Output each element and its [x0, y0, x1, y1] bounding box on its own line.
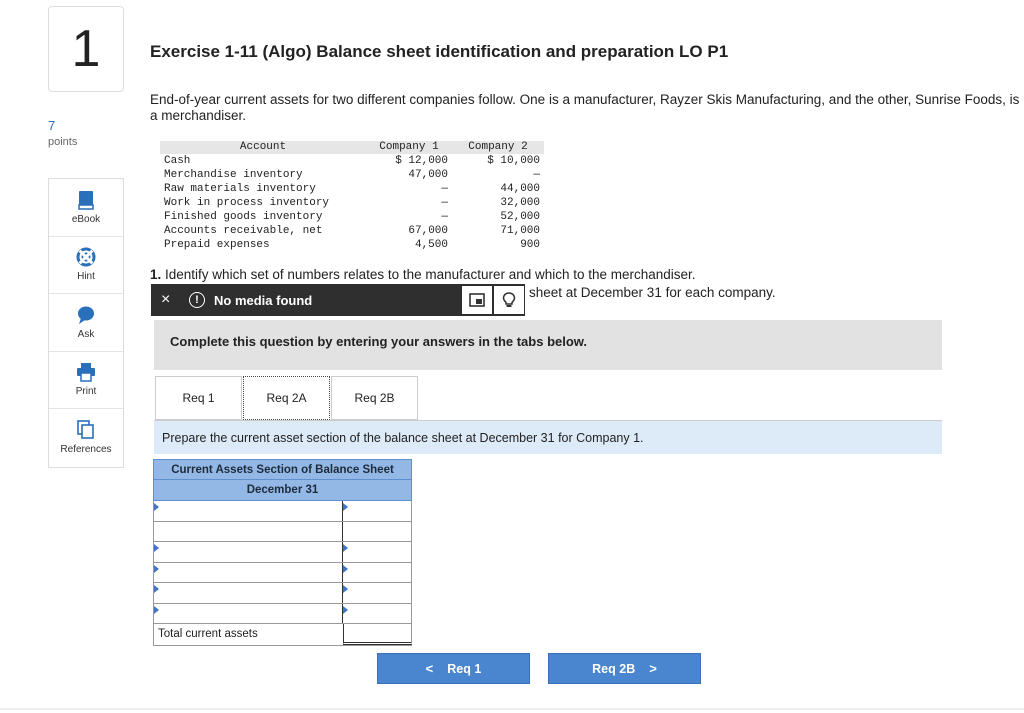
previous-button-label: Req 1: [447, 661, 482, 676]
account-input[interactable]: [154, 604, 342, 624]
references-icon: [76, 420, 96, 440]
account-name: Work in process inventory: [164, 197, 330, 209]
sidebar-item-hint[interactable]: [49, 237, 123, 295]
sidebar-item-references[interactable]: [49, 409, 123, 467]
column-header-account: Account: [160, 141, 366, 154]
dropdown-indicator-icon: [343, 606, 348, 614]
company-2-value: 900: [520, 239, 540, 251]
dropdown-indicator-icon: [343, 544, 348, 552]
total-row: [153, 624, 412, 646]
table-row: [160, 168, 544, 182]
question-1-number: 1.: [150, 267, 162, 282]
column-header-company-2: Company 2: [452, 141, 544, 154]
current-assets-worksheet: [153, 459, 412, 646]
worksheet-row: [153, 583, 412, 604]
chevron-right-icon: >: [649, 661, 657, 676]
ebook-icon: [76, 190, 96, 210]
company-2-value: —: [533, 169, 540, 181]
account-name: Cash: [164, 155, 191, 167]
tool-sidebar: [48, 178, 124, 468]
next-button-label: Req 2B: [592, 661, 636, 676]
table-row: [160, 154, 544, 168]
amount-input[interactable]: [343, 522, 411, 542]
hint-icon: [76, 247, 96, 267]
sidebar-item-label: Print: [75, 386, 97, 398]
company-1-value: 4,500: [414, 239, 448, 251]
table-row: [160, 182, 544, 196]
sidebar-item-label: References: [60, 444, 112, 456]
company-2-value: 44,000: [500, 183, 540, 195]
company-1-value: —: [441, 197, 448, 209]
table-row: [160, 210, 544, 224]
amount-input[interactable]: [343, 604, 411, 624]
tab-req-1[interactable]: Req 1: [155, 376, 242, 420]
dropdown-indicator-icon: [343, 565, 348, 573]
accounts-table: [160, 141, 544, 252]
prepare-instruction: Prepare the current asset section of the balance sheet at December 31 for Company 1.: [154, 421, 942, 454]
account-name: Finished goods inventory: [164, 211, 323, 223]
dropdown-indicator-icon: [154, 565, 159, 573]
company-1-value: 47,000: [408, 169, 448, 181]
dropdown-indicator-icon: [154, 606, 159, 614]
total-amount-cell[interactable]: [343, 624, 412, 645]
sidebar-item-ebook[interactable]: [49, 179, 123, 237]
sidebar-item-ask[interactable]: [49, 294, 123, 352]
bottom-divider: [0, 708, 1024, 710]
company-1-value: 67,000: [408, 225, 448, 237]
worksheet-subheading: December 31: [153, 480, 412, 501]
table-row: [160, 196, 544, 210]
account-name: Prepaid expenses: [164, 239, 270, 251]
amount-input[interactable]: [343, 583, 411, 603]
tab-req-2a[interactable]: Req 2A: [243, 376, 330, 420]
account-name: Merchandise inventory: [164, 169, 303, 181]
close-icon[interactable]: ×: [161, 291, 171, 308]
company-2-value: 71,000: [500, 225, 540, 237]
amount-input[interactable]: [343, 542, 411, 562]
account-input[interactable]: [154, 522, 342, 542]
sidebar-item-label: eBook: [71, 213, 101, 225]
worksheet-heading: Current Assets Section of Balance Sheet: [153, 459, 412, 480]
sidebar-item-label: Hint: [77, 271, 95, 283]
account-input[interactable]: [154, 542, 342, 562]
points-label: points: [48, 136, 78, 148]
question-2-text: sheet at December 31 for each company.: [529, 285, 776, 300]
amount-input[interactable]: [343, 501, 411, 521]
lightbulb-icon: [502, 292, 516, 308]
ask-icon: [76, 305, 96, 325]
company-1-value: —: [441, 183, 448, 195]
worksheet-row: [153, 501, 412, 522]
worksheet-row: [153, 563, 412, 584]
media-player-bar: [151, 284, 525, 316]
account-input[interactable]: [154, 501, 342, 521]
account-input[interactable]: [154, 563, 342, 583]
worksheet-row: [153, 604, 412, 625]
column-header-company-1: Company 1: [366, 141, 452, 154]
lightbulb-button[interactable]: [493, 285, 525, 315]
picture-in-picture-icon: [469, 293, 485, 307]
question-1: [150, 267, 696, 282]
total-label: Total current assets: [153, 624, 343, 645]
previous-requirement-button[interactable]: [377, 653, 530, 684]
account-name: Raw materials inventory: [164, 183, 316, 195]
points-value: 7: [48, 118, 56, 133]
company-1-value: $ 12,000: [395, 155, 448, 167]
picture-in-picture-button[interactable]: [461, 285, 493, 315]
dropdown-indicator-icon: [343, 503, 348, 511]
dropdown-indicator-icon: [343, 585, 348, 593]
intro-text: End-of-year current assets for two different companies follow. One is a manufacturer, Rayzer Skis Manufacturing, and the other, Sunrise Foods, is a merchandiser.: [150, 92, 1020, 123]
exercise-title: Exercise 1-11 (Algo) Balance sheet identification and preparation LO P1: [150, 42, 729, 61]
amount-input[interactable]: [343, 563, 411, 583]
question-1-text: Identify which set of numbers relates to the manufacturer and which to the merchandiser.: [165, 267, 696, 282]
company-2-value: $ 10,000: [487, 155, 540, 167]
company-2-value: 52,000: [500, 211, 540, 223]
company-1-value: —: [441, 211, 448, 223]
dropdown-indicator-icon: [154, 585, 159, 593]
chevron-left-icon: <: [425, 661, 434, 676]
company-2-value: 32,000: [500, 197, 540, 209]
next-requirement-button[interactable]: [548, 653, 701, 684]
worksheet-row: [153, 522, 412, 543]
table-row: [160, 238, 544, 252]
worksheet-row: [153, 542, 412, 563]
print-icon: [76, 362, 96, 382]
dropdown-indicator-icon: [154, 544, 159, 552]
requirement-tabs: [155, 376, 418, 420]
account-name: Accounts receivable, net: [164, 225, 323, 237]
warning-icon: !: [189, 292, 205, 308]
sidebar-item-print[interactable]: [49, 352, 123, 410]
account-input[interactable]: [154, 583, 342, 603]
media-status-text: No media found: [214, 292, 313, 308]
question-number: 1: [48, 6, 124, 92]
table-row: [160, 224, 544, 238]
tab-req-2b[interactable]: Req 2B: [331, 376, 418, 420]
instruction-banner: Complete this question by entering your answers in the tabs below.: [154, 320, 942, 370]
sidebar-item-label: Ask: [77, 328, 95, 340]
dropdown-indicator-icon: [154, 503, 159, 511]
